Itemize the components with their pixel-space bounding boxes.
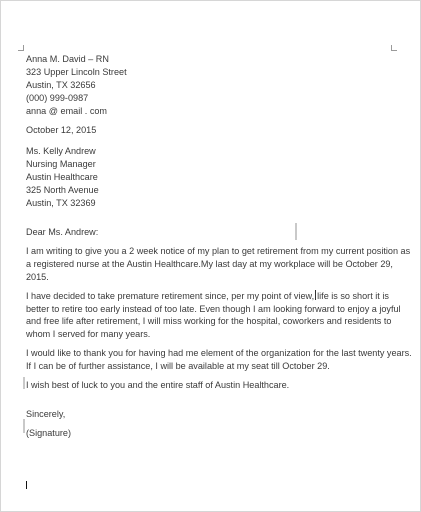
closing: Sincerely, — [26, 408, 66, 419]
paragraph-thanks-line1: I would like to thank you for having had me element of the organization for the last twenty years. — [26, 348, 412, 359]
sender-street: 323 Upper Lincoln Street — [26, 66, 127, 77]
signature: (Signature) — [26, 427, 71, 438]
paragraph-thanks-line2: If I can be of further assistance, I will be available at my seat till October 29. — [26, 361, 330, 372]
letter-body[interactable] — [26, 53, 411, 440]
letter-date: October 12, 2015 — [26, 124, 97, 135]
recipient-name: Ms. Kelly Andrew — [26, 146, 96, 157]
page-corner-mark-top-right — [391, 45, 397, 51]
page-corner-mark-top-left — [18, 45, 24, 51]
paragraph-reason — [26, 290, 411, 342]
paragraph-reason-end: life is so short it is better to retire too early instead of too late. Even though I am looking forward to enjoy a joyful and free life after retirement, I will miss working for the hospital, coworkers and residents to whom I served for many years. — [26, 290, 401, 340]
recipient-city: Austin, TX 32369 — [26, 198, 96, 209]
paragraph-notice: I am writing to give you a 2 week notice of my plan to get retirement from my current position as a registered nurse at the Austin Healthcare.My last day at my workplace will be October 29, 2015. — [26, 245, 411, 282]
paragraph-reason-start: I have decided to take premature retirement since, per my point of view, — [26, 290, 315, 301]
revision-bar — [23, 377, 25, 389]
salutation: Dear Ms. Andrew: — [26, 226, 99, 237]
revision-bar — [23, 419, 25, 433]
sender-city: Austin, TX 32656 — [26, 79, 96, 90]
sender-phone: (000) 999-0987 — [26, 92, 89, 103]
sender-name: Anna M. David – RN — [26, 54, 109, 64]
recipient-street: 325 North Avenue — [26, 185, 99, 196]
sender-email: anna @ email . com — [26, 105, 108, 116]
text-caret — [26, 481, 27, 489]
paragraph-wishes: I wish best of luck to you and the entire staff of Austin Healthcare. — [26, 380, 290, 391]
text-insertion-cursor — [315, 290, 316, 300]
recipient-company: Austin Healthcare — [26, 172, 98, 183]
recipient-title: Nursing Manager — [26, 159, 96, 170]
